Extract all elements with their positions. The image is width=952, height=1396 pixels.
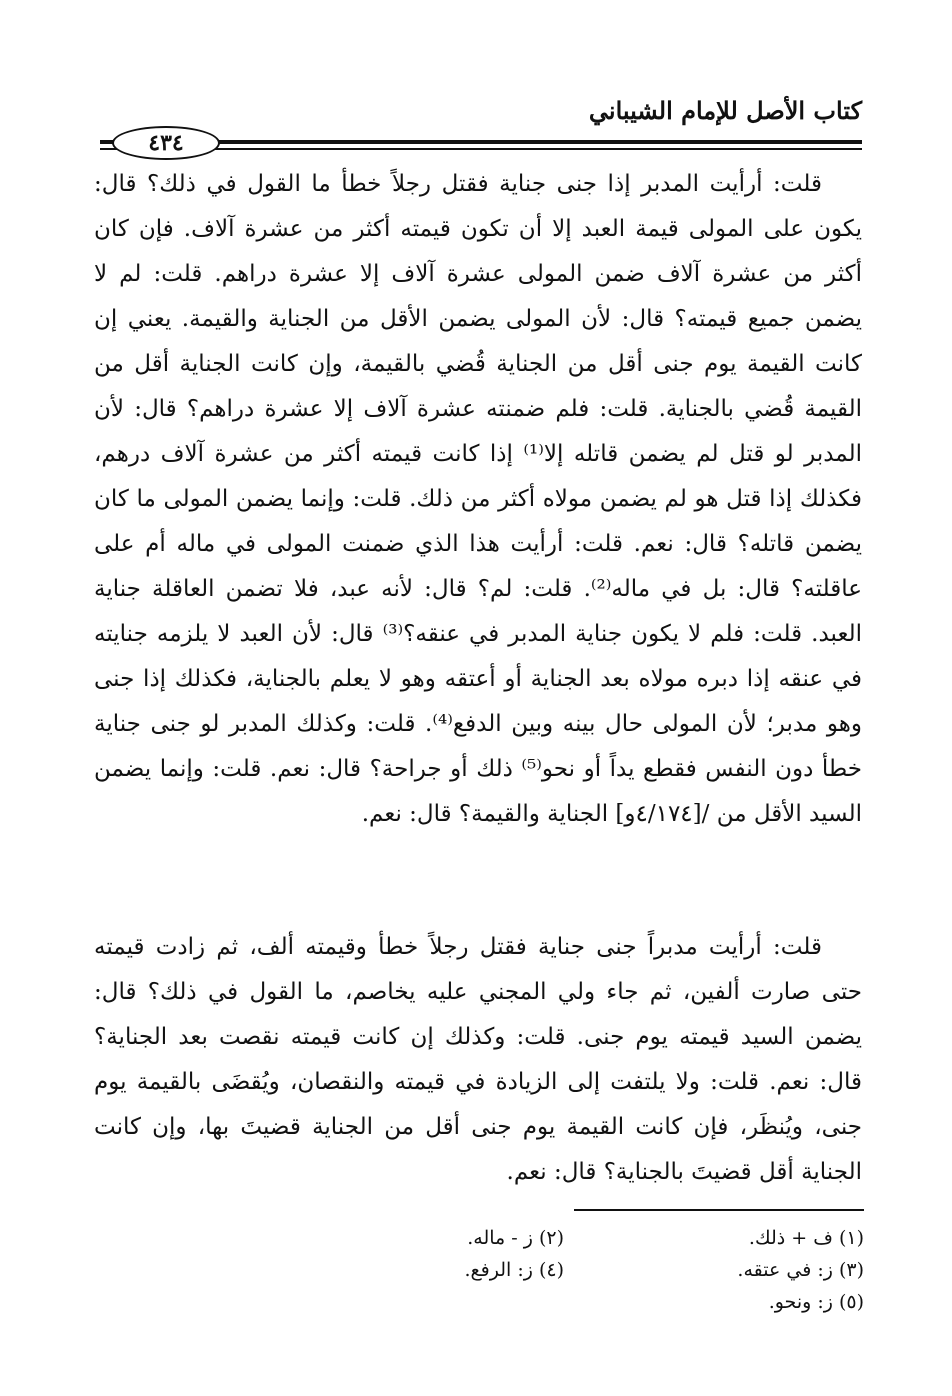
footnote-2: (٢) ز - ماله. [467,1227,564,1249]
page-header [100,96,862,156]
running-title: كتاب الأصل للإمام الشيباني [588,96,862,125]
footnote-5: (٥) ز: ونحو. [768,1291,864,1313]
main-text-block-1 [94,162,862,837]
page-number: ٤٣٤ [112,126,220,160]
footnote-1: (١) ف + ذلك. [748,1227,864,1249]
footnote-separator [574,1209,864,1211]
footnotes [200,1222,864,1318]
main-text-block-2 [94,925,862,1195]
paragraph: قلت: أرأيت المدبر إذا جنى جناية فقتل رجلاً خطأ ما القول في ذلك؟ قال: يكون على المولى قيمة العبد إلا أن تكون قيمته أكثر من عشرة آلاف. فإن كان أكثر من عشرة آلاف ضمن المولى عشرة آلاف إلا عشرة دراهم. قلت: لم لا يضمن جميع قيمته؟ قال: لأن المولى يضمن الأقل من الجناية والقيمة. يعني إن كانت القيمة يوم جنى أقل من الجناية قُضي بالقيمة، وإن كانت الجناية أقل من القيمة قُضي بالجناية. قلت: فلم ضمنته عشرة آلاف إلا عشرة دراهم؟ قال: لأن المدبر لو قتل لم يضمن قاتله إلا⁽¹⁾ إذا كانت قيمته أكثر من عشرة آلاف درهم، فكذلك إذا قتل هو لم يضمن مولاه أكثر من ذلك. قلت: وإنما يضمن المولى ما كان يضمن قاتله؟ قال: نعم. قلت: أرأيت هذا الذي ضمنت المولى في ماله أم على عاقلته؟ قال: بل في ماله⁽²⁾. قلت: لم؟ قال: لأنه عبد، فلا تضمن العاقلة جناية العبد. قلت: فلم لا يكون جناية المدبر في عنقه؟⁽³⁾ قال: لأن العبد لا يلزمه جنايته في عنقه إذا دبره مولاه بعد الجناية أو أعتقه وهو لا يعلم بالجناية، فكذلك إذا جنى وهو مدبر؛ لأن المولى حال بينه وبين الدفع⁽⁴⁾. قلت: وكذلك المدبر لو جنى جناية خطأ دون النفس فقطع يداً أو نحو⁽⁵⁾ ذلك أو جراحة؟ قال: نعم. قلت: وإنما يضمن السيد الأقل من /[٤/١٧٤و] الجناية والقيمة؟ قال: نعم. [94,171,863,827]
paragraph: قلت: أرأيت مدبراً جنى جناية فقتل رجلاً خطأ وقيمته ألف، ثم زادت قيمته حتى صارت ألفين، ثم جاء ولي المجني عليه يخاصم، ما القول في ذلك؟ قال: يضمن السيد قيمته يوم جنى. قلت: وكذلك إن كانت قيمته نقصت بعد الجناية؟ قال: نعم. قلت: ولا يلتفت إلى الزيادة في قيمته والنقصان، ويُقضَى بالقيمة يوم جنى، ويُنظَر، فإن كانت القيمة يوم جنى أقل من الجناية قضيتَ بها، وإن كانت الجناية أقل قضيتَ بالجناية؟ قال: نعم. [94,934,862,1185]
footnote-3: (٣) ز: في عتقه. [737,1259,864,1281]
footnote-4: (٤) ز: الرفع. [464,1259,564,1281]
